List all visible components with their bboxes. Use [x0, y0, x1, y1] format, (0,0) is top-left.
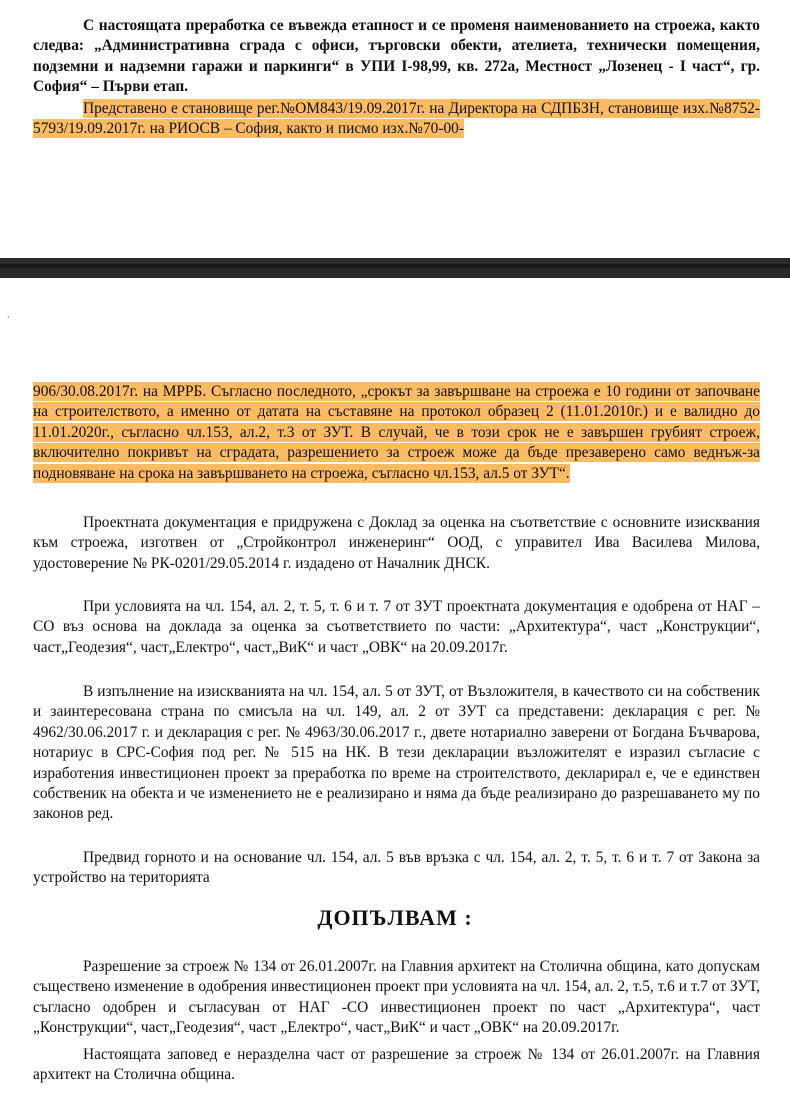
document-page-top: [0, 0, 790, 258]
document-page-bottom: [0, 278, 790, 1098]
highlighted-paragraph-continuation: [33, 382, 760, 484]
final-paragraph: Настоящата заповед е неразделна част от разрешение за строеж № 134 от 26.01.2007г. на Главния архитект на Столична община.: [33, 1046, 760, 1084]
documentation-paragraph: Проектната документация е придружена с Доклад за оценка на съответствие с основните изисквания към строежа, изготвен от „Стройконтрол инженеринг“ ООД, с управител Ива Василева Милова, удостоверение № РК-0201/29.05.2014 г. издадено от Началник ДНСК.: [33, 514, 760, 572]
highlighted-paragraph-start: [33, 99, 760, 140]
highlight-mark: Представено е становище рег.№ОМ843/19.09.2017г. на Директора на СДПБЗН, становище изх.№8752-5793/19.09.2017г. на РИОСВ – София, както и писмо изх.№70-00-: [33, 100, 760, 138]
scan-mark: ·: [6, 311, 11, 326]
declarations-paragraph: В изпълнение на изискванията на чл. 154, ал. 5 от ЗУТ, от Възложителя, в качеството си на собственик и заинтересована страна по смисъла на чл. 149, ал. 2 от ЗУТ са представени: декларация с рег. № 4962/30.06.2017 г. и декларация с рег. № 4963/30.06.2017 г., двете нотариално заверени от Богдана Бъчварова, нотариус в СРС-София под рег. № 515 на НК. В тези декларации възложителят е изразил съгласие с изработения инвестиционен проект за преработка по време на строителството, декларирал е, че е единствен собственик на обекта и че изменението не е реализирано и няма да бъде реализирано до разрешаването му по законов ред.: [33, 683, 760, 823]
intro-paragraph: С настоящата преработка се въвежда етапност и се променя наименованието на строежа, както следва: „Административна сграда с офиси, търговски обекти, ателиета, технически помещения, подземни и надземни гаражи и паркинги“ в УПИ I-98,99, кв. 272а, Местност „Лозенец - I част“, гр. София“ – Първи етап.: [33, 17, 760, 96]
highlight-mark: 906/30.08.2017г. на МРРБ. Съгласно последното, „срокът за завършване на строежа е 10 години от започване на строителството, а именно от датата на съставяне на протокол образец 2 (11.01.2010г.) и е валидно до 11.01.2020г., съгласно чл.153, ал.2, т.3 от ЗУТ. В случай, че в този срок не е завършен грубият строеж, включително покривът на сградата, разрешението за строеж може да бъде презаверено само веднъж-за подновяване на срока на завършването на строежа, съгласно чл.153, ал.5 от ЗУТ“.: [33, 383, 760, 482]
page-separator: [0, 258, 790, 278]
permit-paragraph: Разрешение за строеж № 134 от 26.01.2007г. на Главния архитект на Столична община, като допускам съществено изменение в одобрения инвестиционен проект при условията на чл. 154, ал. 2, т.5, т.6 и т.7 от ЗУТ, съгласно одобрен и съгласуван от НАГ -СО инвестиционен проект по част „Архитектура“, част „Конструкции“, част„Геодезия“, част „Електро“, част„ВиК“ и част „ОВК“ на 20.09.2017г.: [33, 958, 760, 1037]
conditions-paragraph: При условията на чл. 154, ал. 2, т. 5, т. 6 и т. 7 от ЗУТ проектната документация е одобрена от НАГ – СО въз основа на доклада за оценка за съответствието по части: „Архитектура“, част „Конструкции“, част„Геодезия“, част„Електро“, част„ВиК“ и част „ОВК“ на 20.09.2017г.: [33, 598, 760, 656]
decision-heading: ДОПЪЛВАМ :: [317, 905, 473, 930]
basis-paragraph: Предвид горното и на основание чл. 154, ал. 5 във връзка с чл. 154, ал. 2, т. 5, т. 6 и т. 7 от Закона за устройство на територията: [33, 849, 760, 887]
